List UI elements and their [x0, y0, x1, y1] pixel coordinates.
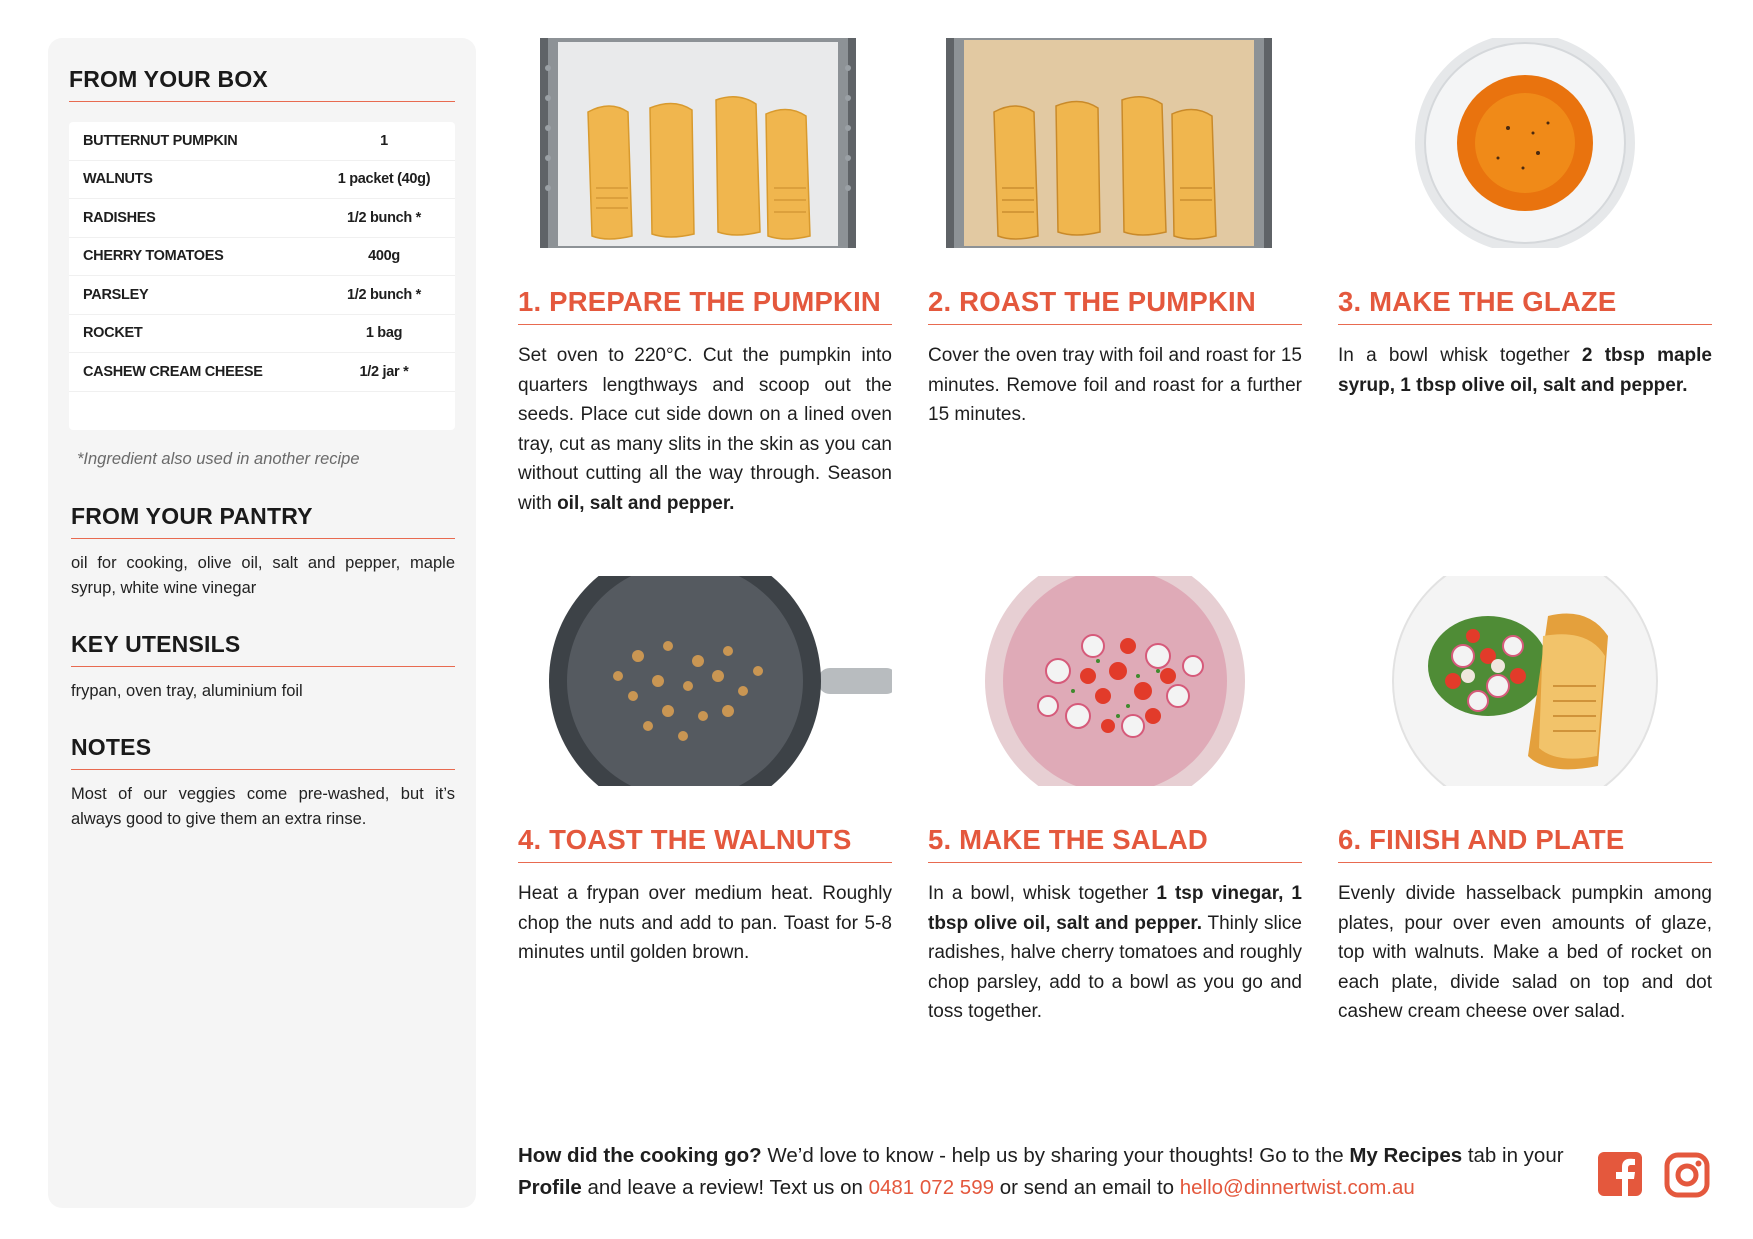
step-2: [928, 38, 1302, 430]
step-text: [928, 341, 1302, 430]
footer-text: tab in your: [1462, 1144, 1564, 1167]
step-text: [928, 879, 1302, 1027]
ingredient-qty: 1/2 jar *: [359, 363, 409, 380]
step-text: [518, 879, 892, 968]
facebook-icon[interactable]: [1598, 1152, 1642, 1201]
step-title: 4. TOAST THE WALNUTS: [518, 824, 892, 863]
step-text-plain: Set oven to 220°C. Cut the pumpkin into quarters lengthways and scoop out the seeds. Place cut side down on a lined oven tray, cut as many slits in the skin as you can without cutting all the way through. Season with: [518, 345, 892, 514]
step-text-plain: Evenly divide hasselback pumpkin among plates, pour over even amounts of glaze, top with walnuts. Make a bed of rocket on each plate, divide salad on top and dot cashew cream cheese over salad.: [1338, 883, 1712, 1022]
utensils-text: frypan, oven tray, aluminium foil: [71, 682, 303, 700]
ingredients-sidebar: [48, 38, 476, 1208]
box-heading: FROM YOUR BOX: [69, 66, 455, 102]
ingredient-qty: 1 bag: [365, 325, 403, 342]
step-text: [518, 341, 892, 518]
step-text-plain: In a bowl, whisk together: [928, 883, 1157, 904]
step-text: [1338, 879, 1712, 1027]
step-text-plain: Cover the oven tray with foil and roast for 15 minutes. Remove foil and roast for a further 15 minutes.: [928, 345, 1302, 425]
notes-text: Most of our veggies come pre-washed, but it’s always good to give them an extra rinse.: [71, 785, 455, 828]
phone-link[interactable]: 0481 072 599: [868, 1175, 994, 1199]
step-photo-make-salad: [928, 576, 1302, 786]
feedback-footer: [518, 1140, 1578, 1203]
step-text-bold: oil, salt and pepper.: [557, 492, 735, 514]
ingredient-qty: 400g: [368, 248, 400, 265]
ingredient-name: CASHEW CREAM CHEESE: [83, 363, 263, 380]
utensils-heading: KEY UTENSILS: [71, 631, 455, 667]
ingredient-name: WALNUTS: [83, 171, 153, 188]
step-text-plain: In a bowl whisk together: [1338, 345, 1582, 366]
ingredient-row: [69, 276, 455, 315]
pantry-heading: FROM YOUR PANTRY: [71, 503, 455, 539]
pantry-section: [69, 503, 455, 601]
ingredient-name: RADISHES: [83, 209, 156, 226]
ingredient-row: [69, 315, 455, 354]
ingredient-qty: 1: [380, 132, 388, 149]
instagram-icon[interactable]: [1664, 1152, 1710, 1203]
footer-question: How did the cooking go?: [518, 1144, 762, 1167]
ingredient-row: [69, 122, 455, 161]
step-photo-roast-pumpkin: [928, 38, 1302, 248]
step-title: 2. ROAST THE PUMPKIN: [928, 286, 1302, 325]
ingredient-footnote: *Ingredient also used in another recipe: [77, 450, 360, 468]
ingredient-name: ROCKET: [83, 325, 143, 342]
step-title: 3. MAKE THE GLAZE: [1338, 286, 1712, 325]
ingredient-name: BUTTERNUT PUMPKIN: [83, 132, 238, 149]
footer-text: and leave a review! Text us on: [581, 1175, 869, 1199]
step-photo-finish-plate: [1338, 576, 1712, 786]
step-text-plain: Thinly slice radishes, halve cherry tomatoes and roughly chop parsley, add to a bowl as you go and toss together.: [928, 912, 1302, 1022]
utensils-section: [69, 631, 455, 704]
step-3: [1338, 38, 1712, 400]
ingredient-qty: 1/2 bunch *: [346, 286, 422, 303]
footer-text: or send an email to: [994, 1175, 1180, 1199]
ingredient-name: CHERRY TOMATOES: [83, 248, 224, 265]
ingredient-name: PARSLEY: [83, 286, 149, 303]
step-5: [928, 576, 1302, 1027]
footer-text: We’d love to know - help us by sharing your thoughts! Go to the: [761, 1144, 1350, 1167]
step-title: 1. PREPARE THE PUMPKIN: [518, 286, 892, 325]
notes-heading: NOTES: [71, 734, 455, 770]
pantry-text: oil for cooking, olive oil, salt and pepper, maple syrup, white wine vinegar: [71, 554, 455, 597]
notes-section: [69, 734, 455, 832]
step-title: 5. MAKE THE SALAD: [928, 824, 1302, 863]
step-text-bold: 1 tsp vinegar, 1 tbsp olive oil, salt and pepper.: [928, 883, 1302, 934]
step-photo-toast-walnuts: [518, 576, 892, 786]
step-text-bold: 2 tbsp maple syrup, 1 tbsp olive oil, salt and pepper.: [1338, 345, 1712, 396]
ingredient-row: [69, 199, 455, 238]
ingredient-row: [69, 353, 455, 392]
ingredient-row: [69, 161, 455, 200]
step-6: [1338, 576, 1712, 1027]
step-text: [1338, 341, 1712, 400]
ingredients-table: [69, 122, 455, 430]
email-link[interactable]: hello@dinnertwist.com.au: [1179, 1175, 1415, 1199]
step-1: [518, 38, 892, 518]
step-title: 6. FINISH AND PLATE: [1338, 824, 1712, 863]
ingredient-row: [69, 238, 455, 277]
ingredient-qty: 1 packet (40g): [337, 171, 431, 188]
my-recipes-link[interactable]: My Recipes: [1349, 1144, 1463, 1167]
step-4: [518, 576, 892, 968]
step-photo-prepare-pumpkin: [518, 38, 892, 248]
ingredient-qty: 1/2 bunch *: [346, 209, 422, 226]
profile-link[interactable]: Profile: [518, 1175, 582, 1199]
step-photo-make-glaze: [1338, 38, 1712, 248]
step-text-plain: Heat a frypan over medium heat. Roughly chop the nuts and add to pan. Toast for 5-8 minutes until golden brown.: [518, 883, 892, 963]
